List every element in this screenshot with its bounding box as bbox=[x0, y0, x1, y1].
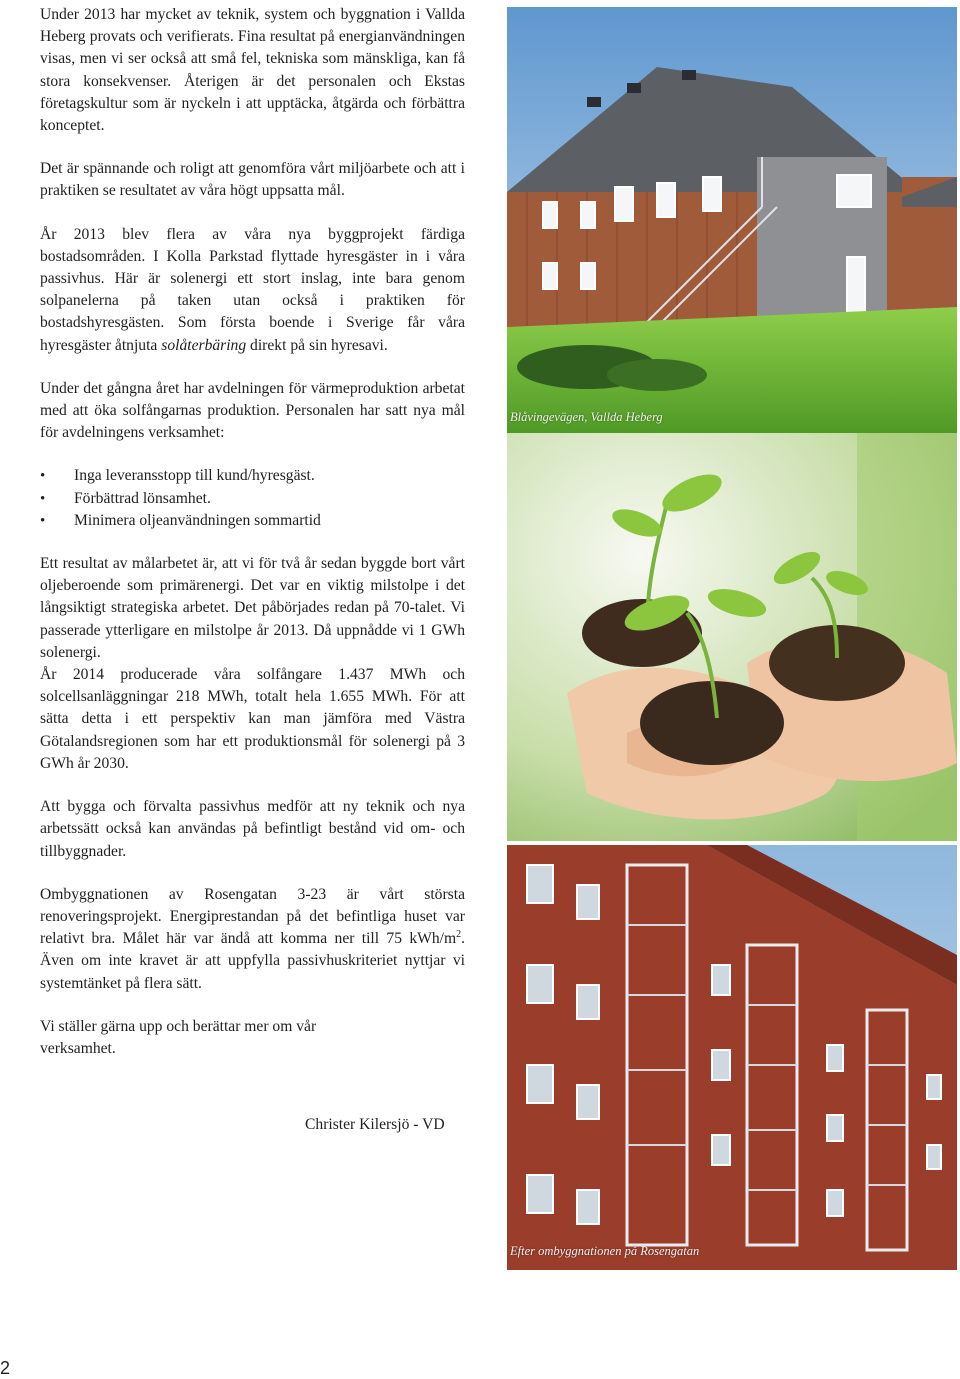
paragraph-production-2014: År 2014 producerade våra solfångare 1.437 MWh och solcellsanläggningar 218 MWh, totalt hela 1.655 MWh. För att sätta detta i ett perspektiv kan man jämföra med Västra Götalandsregionen som har ett produktionsmål för solenergi på 3 GWh år 2030. bbox=[40, 666, 465, 772]
paragraph-projects bbox=[40, 224, 465, 357]
house-illustration bbox=[507, 7, 957, 433]
list-item: • Inga leveransstopp till kund/hyresgäst. bbox=[40, 465, 465, 487]
paragraph-projects-text: År 2013 blev flera av våra nya byggprojekt färdiga bostadsområden. I Kolla Parkstad flyttade hyresgäster in i våra passivhus. Här är solenergi ett stort inslag, inte bara genom solpanelerna på taken utan också i praktiken för bostadshyresgästen. Som första boende i Sverige får våra hyresgäster åtnjuta bbox=[40, 225, 465, 354]
photo-house-vallda-heberg bbox=[507, 7, 957, 433]
paragraph-rosengatan bbox=[40, 884, 465, 995]
caption-house: Blåvingevägen, Vallda Heberg bbox=[510, 410, 663, 424]
paragraph-passive-houses: Att bygga och förvalta passivhus medför att ny teknik och nya arbetssätt också kan användas på befintligt bestånd vid om- och tillbyggnader. bbox=[40, 798, 465, 860]
list-item: • Förbättrad lönsamhet. bbox=[40, 488, 465, 510]
photo-rosengatan-building bbox=[507, 845, 957, 1270]
paragraph-heat-production: Under det gångna året har avdelningen för värmeproduktion arbetat med att öka solfångarnas produktion. Personalen har satt nya mål för avdelningens verksamhet: bbox=[40, 379, 465, 442]
paragraph-intro: Under 2013 har mycket av teknik, system och byggnation i Vallda Heberg provats och verifierats. Fina resultat på energianvändningen visas, men vi ser också att små fel, tekniska som mänskliga, kan få stora konsekvenser. Återigen är det personalen och Ekstas företagskultur som är nyckeln i att upptäcka, åtgärda och förbättra konceptet. bbox=[40, 6, 465, 135]
goals-list bbox=[40, 465, 465, 532]
paragraph-rosengatan-text: Ombyggnationen av Rosengatan 3-23 är vårt största renoveringsprojekt. Energiprestandan på det befintliga huset var relativt bra. Målet här var ändå att komma ner till 75 kWh/m bbox=[40, 885, 465, 948]
caption-building: Efter ombyggnationen på Rosengatan bbox=[510, 1244, 700, 1258]
paragraph-environment: Det är spännande och roligt att genomföra vårt miljöarbete och att i praktiken se resultatet av våra högt uppsatta mål. bbox=[40, 160, 465, 200]
paragraph-contact: Vi ställer gärna upp och berättar mer om vår verksamhet. bbox=[40, 1017, 317, 1057]
paragraph-projects-end: direkt på sin hyresavi. bbox=[246, 336, 388, 354]
list-item: • Minimera oljeanvändningen sommartid bbox=[40, 510, 465, 532]
paragraph-oil-free: Ett resultat av målarbetet är, att vi för två år sedan byggde bort vårt oljeberoende som primärenergi. Det var en viktig milstolpe i det långsiktigt strategiska arbetet. Det påbörjades redan på 70-talet. Vi passerade ytterligare en milstolpe år 2013. Då uppnådde vi 1 GWh solenergi. bbox=[40, 555, 465, 661]
building-illustration bbox=[507, 845, 957, 1270]
signature: Christer Kilersjö - VD bbox=[305, 1116, 445, 1133]
square-exponent: 2 bbox=[456, 928, 462, 940]
seedlings-illustration bbox=[507, 433, 957, 841]
paragraph-rosengatan-end: . Även om inte kravet är att uppfylla passivhuskriteriet nyttjar vi systemtänket på flera sätt. bbox=[40, 930, 465, 992]
page-number: 2 bbox=[0, 1358, 11, 1378]
photo-seedlings bbox=[507, 433, 957, 841]
solaterbaring-term: solåterbäring bbox=[161, 336, 247, 354]
article-text bbox=[40, 4, 465, 1081]
